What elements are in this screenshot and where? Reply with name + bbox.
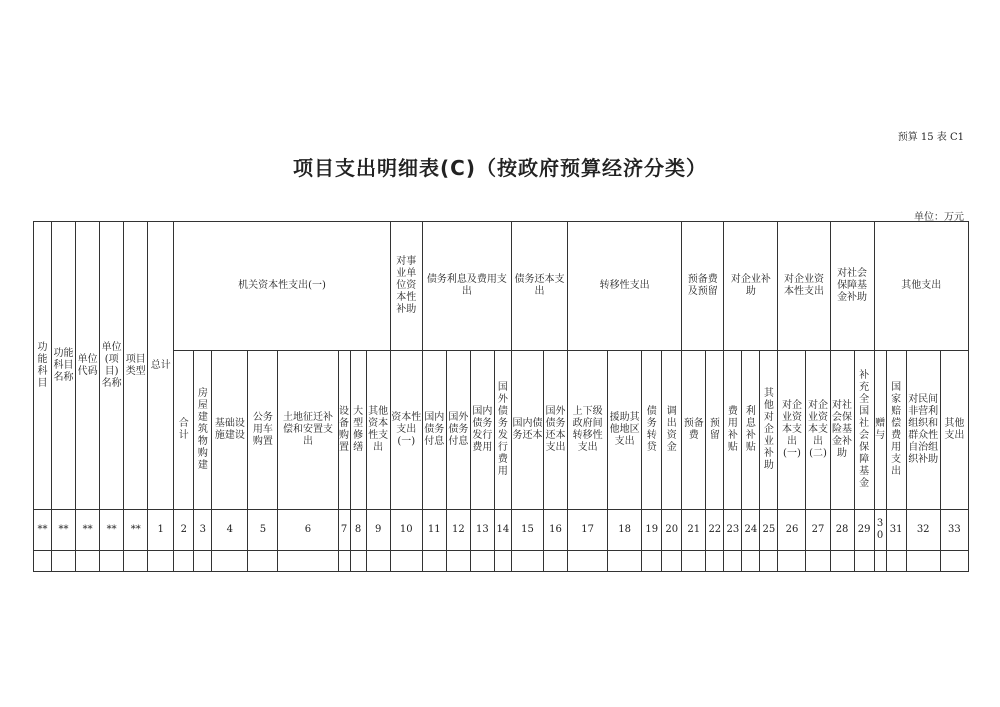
column-number-cell: 2	[174, 510, 194, 551]
col-header: 预备费	[682, 351, 706, 510]
column-number-cell: 18	[608, 510, 642, 551]
column-number-cell: 3	[194, 510, 212, 551]
column-number-cell: 25	[760, 510, 778, 551]
column-number-cell: 31	[886, 510, 906, 551]
col-header: 对企业资本支出(二)	[806, 351, 830, 510]
empty-cell	[470, 551, 494, 572]
column-number-cell: 20	[662, 510, 682, 551]
column-number-cell: **	[100, 510, 124, 551]
group-header-enterprise-subsidy: 对企业补助	[724, 222, 778, 351]
empty-cell	[806, 551, 830, 572]
col-header: 利息补贴	[742, 351, 760, 510]
col-header: 基础设施建设	[212, 351, 248, 510]
group-header-social-security: 对社会保障基金补助	[830, 222, 874, 351]
group-header-public-unit-capital-subsidy: 对事业单位资本性补助	[390, 222, 422, 351]
empty-cell	[174, 551, 194, 572]
column-number-cell: 29	[854, 510, 874, 551]
col-header: 公务用车购置	[248, 351, 278, 510]
empty-cell	[194, 551, 212, 572]
column-number-cell: 21	[682, 510, 706, 551]
col-header: 其他对企业补助	[760, 351, 778, 510]
group-header-reserve: 预备费及预留	[682, 222, 724, 351]
column-number-cell: 26	[778, 510, 806, 551]
empty-cell	[608, 551, 642, 572]
column-number-cell: 14	[494, 510, 511, 551]
column-number-cell: 19	[642, 510, 662, 551]
empty-cell	[544, 551, 568, 572]
header-total: 总计	[148, 222, 174, 510]
col-header: 国内债务付息	[422, 351, 446, 510]
empty-cell	[212, 551, 248, 572]
empty-cell	[886, 551, 906, 572]
empty-cell	[446, 551, 470, 572]
empty-cell	[494, 551, 511, 572]
header-row-groups	[34, 222, 969, 351]
col-header: 补充全国社会保障基金	[854, 351, 874, 510]
column-number-cell: 28	[830, 510, 854, 551]
col-header: 国外债务发行费用	[494, 351, 511, 510]
empty-cell	[390, 551, 422, 572]
empty-cell	[248, 551, 278, 572]
empty-cell	[422, 551, 446, 572]
col-header: 土地征迁补偿和安置支出	[278, 351, 338, 510]
page-title: 项目支出明细表(C)（按政府预算经济分类）	[293, 156, 707, 180]
column-number-cell: 23	[724, 510, 742, 551]
col-header: 对民间非营利组织和群众性自治组织补助	[906, 351, 940, 510]
column-number-cell: 6	[278, 510, 338, 551]
column-number-cell: 33	[940, 510, 968, 551]
column-number-cell: 11	[422, 510, 446, 551]
group-header-debt-principal: 债务还本支出	[511, 222, 567, 351]
col-header: 其他资本性支出	[366, 351, 390, 510]
col-header: 对企业资本支出(一)	[778, 351, 806, 510]
empty-cell	[662, 551, 682, 572]
col-header: 费用补贴	[724, 351, 742, 510]
group-header-institution-capital: 机关资本性支出(一)	[174, 222, 390, 351]
column-number-cell: 30	[874, 510, 886, 551]
col-header: 其他支出	[940, 351, 968, 510]
col-header: 调出资金	[662, 351, 682, 510]
empty-cell	[568, 551, 608, 572]
column-number-cell: 1	[148, 510, 174, 551]
col-header: 国外债务还本支出	[544, 351, 568, 510]
column-number-cell: 5	[248, 510, 278, 551]
group-header-transfer: 转移性支出	[568, 222, 682, 351]
header-func-name: 功能科目名称	[52, 222, 76, 510]
column-number-cell: **	[76, 510, 100, 551]
column-number-cell: 12	[446, 510, 470, 551]
empty-cell	[338, 551, 350, 572]
group-header-enterprise-capital: 对企业资本性支出	[778, 222, 830, 351]
empty-cell	[52, 551, 76, 572]
empty-cell	[124, 551, 148, 572]
column-number-cell: 27	[806, 510, 830, 551]
empty-cell	[350, 551, 366, 572]
column-number-cell: 7	[338, 510, 350, 551]
empty-cell	[854, 551, 874, 572]
col-header: 国内债务还本	[511, 351, 543, 510]
empty-cell	[148, 551, 174, 572]
col-header: 对社会保险基金补助	[830, 351, 854, 510]
header-func-code: 功能科目	[34, 222, 52, 510]
column-number-cell: 4	[212, 510, 248, 551]
column-number-cell: 17	[568, 510, 608, 551]
col-header: 赠与	[874, 351, 886, 510]
empty-cell	[76, 551, 100, 572]
col-header: 国家赔偿费用支出	[886, 351, 906, 510]
col-header: 资本性支出(一)	[390, 351, 422, 510]
col-header: 上下级政府间转移性支出	[568, 351, 608, 510]
group-header-other: 其他支出	[874, 222, 968, 351]
header-row-items	[34, 351, 969, 510]
unit-label: 单位：万元	[914, 212, 964, 223]
empty-cell	[366, 551, 390, 572]
empty-cell	[778, 551, 806, 572]
budget-table	[33, 221, 969, 572]
column-number-cell: 8	[350, 510, 366, 551]
empty-cell	[940, 551, 968, 572]
empty-cell	[34, 551, 52, 572]
header-project-type: 项目类型	[124, 222, 148, 510]
column-number-cell: 22	[706, 510, 724, 551]
header-unit-name: 单位(项目)名称	[100, 222, 124, 510]
empty-cell	[706, 551, 724, 572]
group-header-debt-interest: 债务利息及费用支出	[422, 222, 511, 351]
empty-cell	[906, 551, 940, 572]
col-header: 大型修缮	[350, 351, 366, 510]
column-number-cell: 32	[906, 510, 940, 551]
col-header: 国外债务付息	[446, 351, 470, 510]
col-header: 设备购置	[338, 351, 350, 510]
col-header: 国内债务发行费用	[470, 351, 494, 510]
column-number-row	[34, 510, 969, 551]
column-number-cell: 16	[544, 510, 568, 551]
empty-cell	[724, 551, 742, 572]
empty-cell	[830, 551, 854, 572]
column-number-cell: **	[34, 510, 52, 551]
col-header: 预留	[706, 351, 724, 510]
column-number-cell: 10	[390, 510, 422, 551]
col-header: 合计	[174, 351, 194, 510]
column-number-cell: 13	[470, 510, 494, 551]
empty-cell	[511, 551, 543, 572]
empty-cell	[682, 551, 706, 572]
column-number-cell: 9	[366, 510, 390, 551]
header-unit-code: 单位代码	[76, 222, 100, 510]
empty-cell	[760, 551, 778, 572]
column-number-cell: 15	[511, 510, 543, 551]
col-header: 房屋建筑物购建	[194, 351, 212, 510]
col-header: 债务转贷	[642, 351, 662, 510]
column-number-cell: **	[52, 510, 76, 551]
empty-cell	[278, 551, 338, 572]
col-header: 援助其他地区支出	[608, 351, 642, 510]
empty-cell	[642, 551, 662, 572]
empty-cell	[874, 551, 886, 572]
empty-data-row	[34, 551, 969, 572]
form-code: 预算 15 表 C1	[897, 132, 964, 143]
column-number-cell: **	[124, 510, 148, 551]
empty-cell	[100, 551, 124, 572]
empty-cell	[742, 551, 760, 572]
column-number-cell: 24	[742, 510, 760, 551]
